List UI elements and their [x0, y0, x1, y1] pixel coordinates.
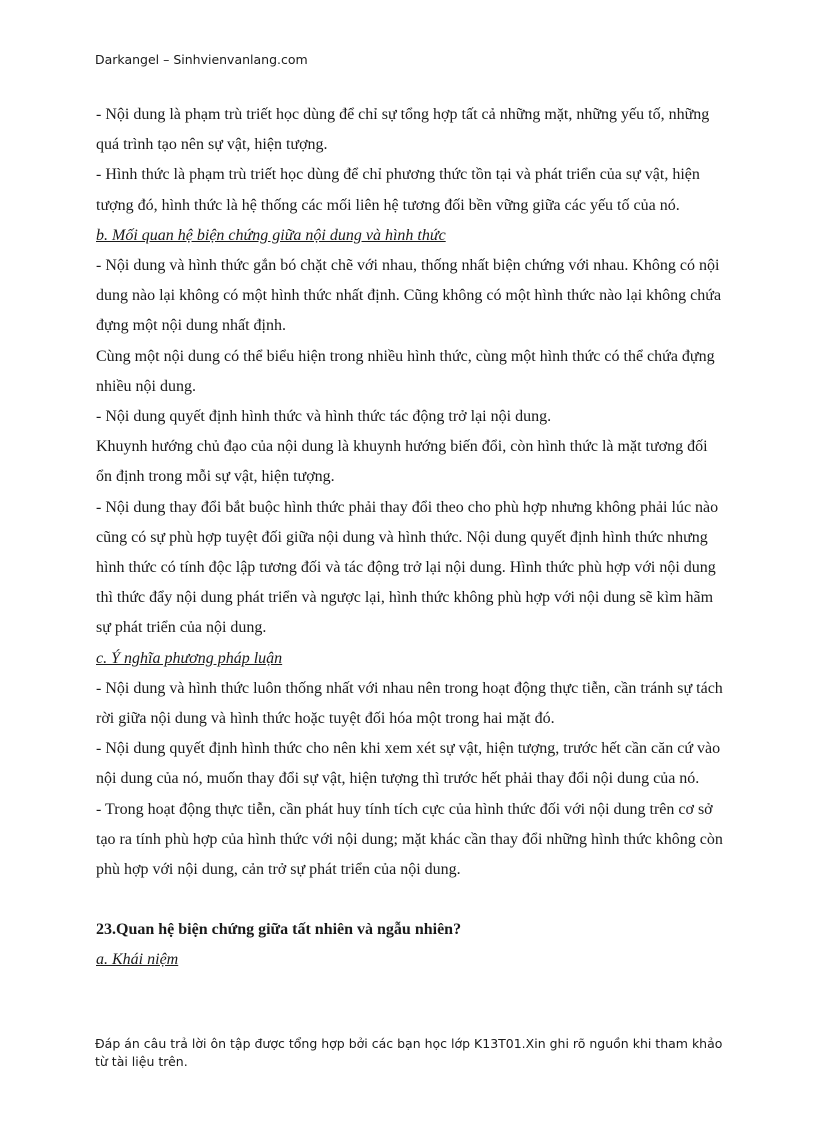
paragraph: - Nội dung quyết định hình thức cho nên khi xem xét sự vật, hiện tượng, trước hết cần căn cứ vào nội dung của nó, muốn thay đổi sự vật, hiện tượng thì trước hết phải thay đổi nội dung của nó. — [96, 740, 721, 788]
paragraph: - Trong hoạt động thực tiễn, cần phát huy tính tích cực của hình thức đối với nội dung trên cơ sở tạo ra tính phù hợp của hình thức với nội dung; mặt khác cần thay đổi những hình thức không còn phù hợp với nội dung, cản trở sự phát triển của nội dung. — [96, 800, 723, 879]
page-header: Darkangel – Sinhvienvanlang.com — [95, 52, 308, 67]
paragraph: - Hình thức là phạm trù triết học dùng để chỉ phương thức tồn tại và phát triển của sự vật, hiện tượng đó, hình thức là hệ thống các mối liên hệ tương đối bền vững giữa các yếu tố của nó. — [96, 166, 700, 214]
question-heading: 23.Quan hệ biện chứng giữa tất nhiên và ngẫu nhiên? — [96, 921, 462, 939]
page-footer: Đáp án câu trả lời ôn tập được tổng hợp bởi các bạn học lớp K13T01.Xin ghi rõ nguồn khi tham khảo từ tài liệu trên. — [95, 1036, 723, 1069]
subheading-methodology: c. Ý nghĩa phương pháp luận — [96, 649, 283, 667]
paragraph: - Nội dung thay đổi bắt buộc hình thức phải thay đổi theo cho phù hợp nhưng không phải lúc nào cũng có sự phù hợp tuyệt đối giữa nội dung và hình thức. Nội dung quyết định hình thức nhưng hình thức có tính độc lập tương đối và tác động trở lại nội dung. Hình thức phù hợp với nội dung thì thức đẩy nội dung phát triển và ngược lại, hình thức không phù hợp với nội dung sẽ kìm hãm sự phát triển của nội dung. — [96, 498, 719, 637]
subheading-relationship: b. Mối quan hệ biện chứng giữa nội dung và hình thức — [96, 226, 446, 244]
paragraph: - Nội dung là phạm trù triết học dùng để chỉ sự tổng hợp tất cả những mặt, những yếu tố, những quá trình tạo nên sự vật, hiện tượng. — [96, 106, 710, 154]
paragraph: - Nội dung và hình thức luôn thống nhất với nhau nên trong hoạt động thực tiễn, cần tránh sự tách rời giữa nội dung và hình thức hoặc tuyệt đối hóa một trong hai mặt đó. — [96, 679, 723, 728]
document-body — [96, 100, 726, 976]
paragraph: - Nội dung và hình thức gắn bó chặt chẽ với nhau, thống nhất biện chứng với nhau. Không có nội dung nào lại không có một hình thức nhất định. Cũng không có một hình thức nào lại không chứa đựng một nội dung nhất định. — [96, 257, 722, 335]
paragraph: Cùng một nội dung có thể biểu hiện trong nhiều hình thức, cùng một hình thức có thể chứa đựng nhiều nội dung. — [96, 347, 715, 395]
paragraph: Khuynh hướng chủ đạo của nội dung là khuynh hướng biến đổi, còn hình thức là mặt tương đối ổn định trong mỗi sự vật, hiện tượng. — [96, 438, 708, 486]
paragraph: - Nội dung quyết định hình thức và hình thức tác động trở lại nội dung. — [96, 408, 552, 426]
subheading-concept: a. Khái niệm — [96, 951, 179, 969]
